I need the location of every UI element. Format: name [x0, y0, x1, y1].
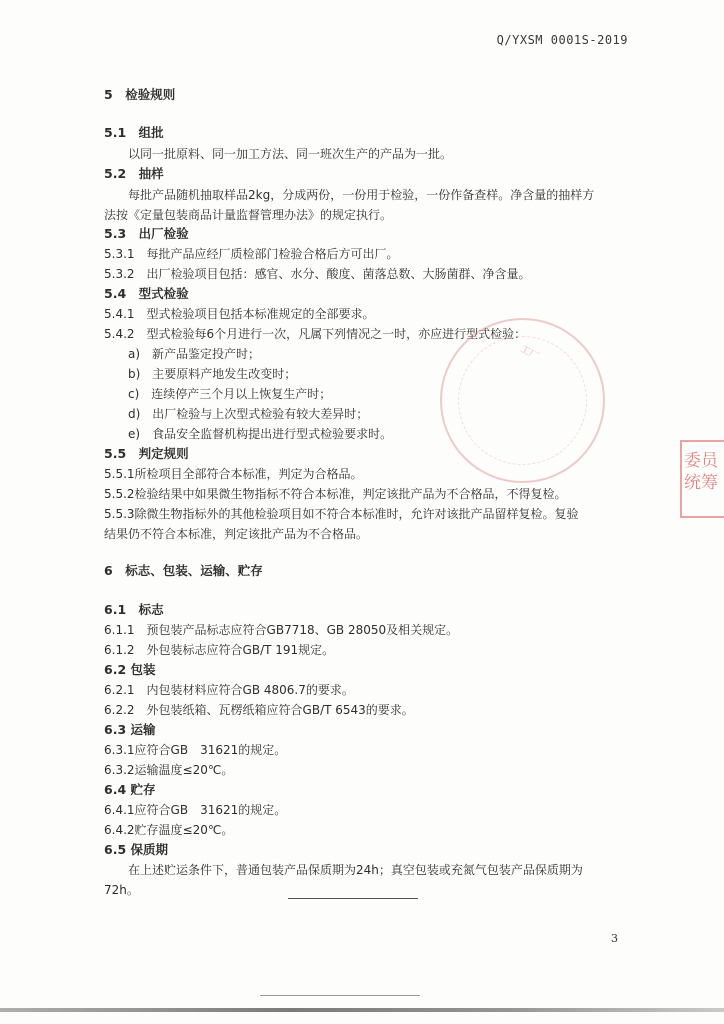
text-line: 5.5.3除微生物指标外的其他检验项目如不符合本标准时，允许对该批产品留样复检。复验: [104, 507, 579, 521]
text-line: 5.5.2检验结果中如果微生物指标不符合本标准，判定该批产品为不合格品，不得复检。: [104, 487, 567, 501]
section-heading: 5.3 出厂检验: [104, 226, 189, 241]
text-line: 6.3.2运输温度≤20℃。: [104, 763, 234, 777]
text-line: 72h。: [104, 883, 139, 897]
section-heading: 5.4 型式检验: [104, 286, 189, 301]
page-number: 3: [611, 932, 618, 945]
section-heading: 6 标志、包装、运输、贮存: [104, 563, 263, 578]
text-line: 5.4.1 型式检验项目包括本标准规定的全部要求。: [104, 307, 375, 321]
text-line: 每批产品随机抽取样品2kg，分成两份，一份用于检验，一份作备查样。净含量的抽样方: [128, 188, 595, 202]
section-heading: 5 检验规则: [104, 87, 176, 102]
scan-bottom-edge: [0, 1008, 724, 1012]
text-line: d) 出厂检验与上次型式检验有较大差异时；: [128, 407, 369, 421]
section-heading: 6.5 保质期: [104, 842, 168, 857]
scan-edge-line: [260, 995, 420, 996]
text-line: c) 连续停产三个月以上恢复生产时；: [128, 387, 332, 401]
footer-rule: [288, 898, 418, 899]
text-line: 6.4.1应符合GB 31621的规定。: [104, 803, 287, 817]
text-line: 6.1.2 外包装标志应符合GB/T 191规定。: [104, 643, 335, 657]
text-line: 6.4.2贮存温度≤20℃。: [104, 823, 234, 837]
text-line: 6.3.1应符合GB 31621的规定。: [104, 743, 287, 757]
section-heading: 6.4 贮存: [104, 782, 156, 797]
text-line: 6.2.1 内包装材料应符合GB 4806.7的要求。: [104, 683, 354, 697]
text-line: 在上述贮运条件下，普通包装产品保质期为24h；真空包装或充氮气包装产品保质期为: [128, 863, 583, 877]
text-line: 结果仍不符合本标准，判定该批产品为不合格品。: [104, 527, 369, 541]
text-line: 5.3.2 出厂检验项目包括：感官、水分、酸度、菌落总数、大肠菌群、净含量。: [104, 267, 531, 281]
text-line: 法按《定量包装商品计量监督管理办法》的规定执行。: [104, 208, 393, 222]
text-line: 以同一批原料、同一加工方法、同一班次生产的产品为一批。: [128, 147, 453, 161]
text-line: e) 食品安全监督机构提出进行型式检验要求时。: [128, 427, 393, 441]
text-line: 5.3.1 每批产品应经厂质检部门检验合格后方可出厂。: [104, 247, 399, 261]
text-line: 5.5.1所检项目全部符合本标准，判定为合格品。: [104, 467, 363, 481]
standard-code-header: Q/YXSM 0001S-2019: [496, 33, 628, 47]
text-line: b) 主要原料产地发生改变时；: [128, 367, 297, 381]
text-line: 5.4.2 型式检验每6个月进行一次，凡属下列情况之一时，亦应进行型式检验：: [104, 327, 527, 341]
section-heading: 6.2 包装: [104, 662, 156, 677]
section-heading: 6.3 运输: [104, 722, 156, 737]
text-line: a) 新产品鉴定投产时；: [128, 347, 261, 361]
section-heading: 5.2 抽样: [104, 166, 164, 181]
text-line: 6.2.2 外包装纸箱、瓦楞纸箱应符合GB/T 6543的要求。: [104, 703, 414, 717]
side-seal-stamp: 委员 统筹: [680, 440, 724, 518]
section-heading: 5.5 判定规则: [104, 446, 189, 461]
section-heading: 6.1 标志: [104, 602, 164, 617]
text-line: 6.1.1 预包装产品标志应符合GB7718、GB 28050及相关规定。: [104, 623, 459, 637]
section-heading: 5.1 组批: [104, 125, 164, 140]
seal-stamp-text: 工厂: [517, 343, 541, 363]
